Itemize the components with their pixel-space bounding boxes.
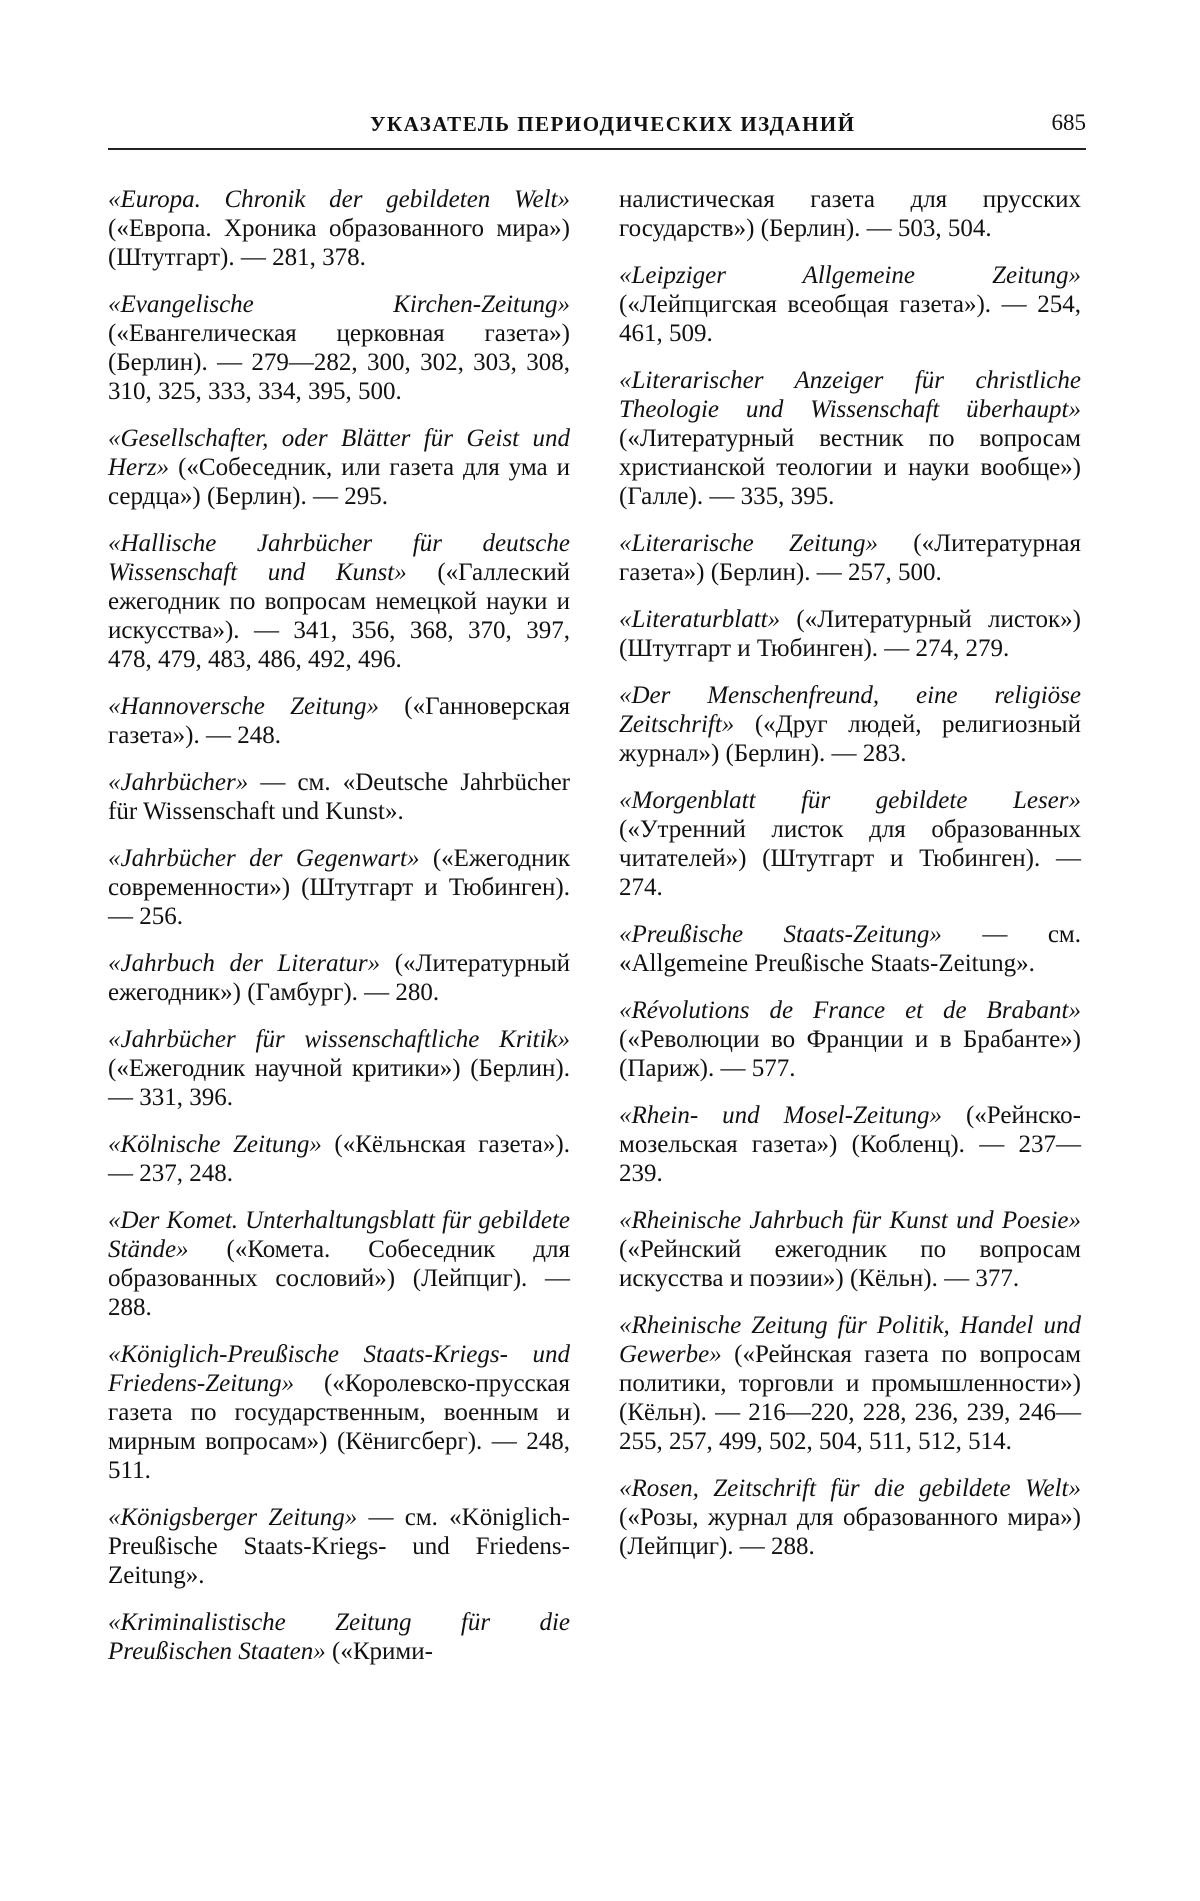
entry-title: «Jahrbücher» <box>108 769 249 796</box>
index-entry <box>108 1503 570 1590</box>
entry-text: налистическая газета для прусских государств») (Берлин). — 503, 504. <box>619 186 1081 242</box>
entry-title: «Rhein- und Mosel-Zeitung» <box>619 1102 942 1129</box>
entry-text: («Литературная газета») (Берлин). — 257, 500. <box>619 530 1081 586</box>
index-entry <box>108 1608 570 1666</box>
entry-text: («Литературный листок») (Штутгарт и Тюбинген). — 274, 279. <box>619 606 1081 662</box>
entry-title: «Kriminalistische Zeitung für die Preußischen Staaten» <box>108 1609 570 1665</box>
entry-title: «Leipziger Allgemeine Zeitung» <box>619 262 1081 289</box>
entry-text: («Галлеский ежегодник по вопросам немецкой науки и искусства»). — 341, 356, 368, 370, 397, 478, 479, 483, 486, 492, 496. <box>108 559 570 673</box>
entry-title: «Révolutions de France et de Brabant» <box>619 997 1081 1024</box>
left-column <box>108 185 570 1684</box>
index-entry <box>108 768 570 826</box>
entry-text: («Лейпцигская всеобщая газета»). — 254, 461, 509. <box>619 291 1081 347</box>
index-entry <box>619 366 1081 511</box>
index-entry <box>108 185 570 272</box>
index-entry <box>619 605 1081 663</box>
index-entry <box>108 529 570 674</box>
entry-title: «Königsberger Zeitung» <box>108 1504 358 1531</box>
entry-text: («Кёльнская газета»). — 237, 248. <box>108 1131 570 1187</box>
right-column <box>619 185 1081 1579</box>
index-entry <box>619 185 1081 243</box>
entry-title: «Rosen, Zeitschrift für die gebildete Welt» <box>619 1475 1081 1502</box>
entry-title: «Morgenblatt für gebildete Leser» <box>619 787 1081 814</box>
entry-text: («Литературный ежегодник») (Гамбург). — 280. <box>108 950 571 1006</box>
entry-text: («Рейнско-мозельская газета») (Кобленц). — 237—239. <box>619 1102 1081 1187</box>
entry-text: («Крими- <box>325 1638 433 1665</box>
index-entry <box>108 1340 570 1485</box>
entry-title: «Jahrbuch der Literatur» <box>108 950 381 977</box>
running-title: УКАЗАТЕЛЬ ПЕРИОДИЧЕСКИХ ИЗДАНИЙ <box>370 112 856 136</box>
entry-title: «Kölnische Zeitung» <box>108 1131 322 1158</box>
index-entry <box>108 844 570 931</box>
entry-text: («Собеседник, или газета для ума и сердца») (Берлин). — 295. <box>108 454 570 510</box>
entry-text: («Революции во Франции и в Брабанте») (Париж). — 577. <box>619 1026 1081 1082</box>
index-entry <box>619 920 1081 978</box>
entry-text: («Друг людей, религиозный журнал») (Берлин). — 283. <box>619 711 1081 767</box>
entry-title: «Gesellschafter, oder Blätter für Geist und Herz» <box>108 425 570 481</box>
entry-title: «Der Komet. Unterhaltungsblatt für gebildete Stände» <box>108 1207 570 1263</box>
index-entry <box>619 1311 1081 1456</box>
entry-title: «Königlich-Preußische Staats-Kriegs- und Friedens-Zeitung» <box>108 1341 570 1397</box>
index-entry <box>619 681 1081 768</box>
index-entry <box>108 692 570 750</box>
entry-text: («Рейнская газета по вопросам политики, торговли и промышленности») (Кёльн). — 216—220, 228, 236, 239, 246—255, 257, 499, 502, 504, 511, 512, 514. <box>619 1341 1081 1455</box>
entry-title: «Der Menschenfreund, eine religiöse Zeitschrift» <box>619 682 1081 738</box>
entry-title: «Hallische Jahrbücher für deutsche Wissenschaft und Kunst» <box>108 530 570 586</box>
index-entry <box>619 261 1081 348</box>
index-entry <box>108 290 570 406</box>
entry-title: «Europa. Chronik der gebildeten Welt» <box>108 186 570 213</box>
entry-text: — см. «Allgemeine Preußische Staats-Zeitung». <box>619 921 1081 977</box>
entry-text: — см. «Deutsche Jahrbücher für Wissenschaft und Kunst». <box>108 769 570 825</box>
entry-text: («Комета. Собеседник для образованных сословий») (Лейпциг). — 288. <box>108 1236 570 1321</box>
index-entry <box>619 1206 1081 1293</box>
index-entry <box>619 996 1081 1083</box>
index-entry <box>619 1101 1081 1188</box>
entry-title: «Literarischer Anzeiger für christliche Theologie und Wissenschaft überhaupt» <box>619 367 1081 423</box>
entry-title: «Hannoversche Zeitung» <box>108 693 380 720</box>
page-header <box>108 112 1086 152</box>
index-entry <box>108 949 570 1007</box>
index-entry <box>108 1130 570 1188</box>
entry-text: — см. «Königlich-Preußische Staats-Kriegs- und Friedens-Zeitung». <box>108 1504 570 1589</box>
entry-title: «Preußische Staats-Zeitung» <box>619 921 942 948</box>
entry-title: «Literarische Zeitung» <box>619 530 878 557</box>
index-entry <box>108 1025 570 1112</box>
index-entry <box>619 1474 1081 1561</box>
entry-title: «Jahrbücher für wissenschaftliche Kritik» <box>108 1026 570 1053</box>
entry-text: («Евангелическая церковная газета») (Берлин). — 279—282, 300, 302, 303, 308, 310, 325, 333, 334, 395, 500. <box>108 320 570 405</box>
index-entry <box>108 1206 570 1322</box>
index-entry <box>619 786 1081 902</box>
entry-title: «Rheinische Zeitung für Politik, Handel und Gewerbe» <box>619 1312 1081 1368</box>
index-entry <box>108 424 570 511</box>
entry-title: «Evangelische Kirchen-Zeitung» <box>108 291 570 318</box>
entry-text: («Утренний листок для образованных читателей») (Штутгарт и Тюбинген). — 274. <box>619 816 1081 901</box>
entry-title: «Rheinische Jahrbuch für Kunst und Poesie» <box>619 1207 1081 1234</box>
entry-text: («Ежегодник научной критики») (Берлин). — 331, 396. <box>108 1055 570 1111</box>
header-rule <box>108 148 1086 150</box>
entry-title: «Jahrbücher der Gegenwart» <box>108 845 420 872</box>
index-entry <box>619 529 1081 587</box>
entry-text: («Ежегодник современности») (Штутгарт и Тюбинген). — 256. <box>108 845 571 930</box>
entry-title: «Literaturblatt» <box>619 606 781 633</box>
entry-text: («Ганноверская газета»). — 248. <box>108 693 570 749</box>
entry-text: («Рейнский ежегодник по вопросам искусства и поэзии») (Кёльн). — 377. <box>619 1236 1081 1292</box>
entry-text: («Королевско-прусская газета по государственным, военным и мирным вопросам») (Кёнигсберг). — 248, 511. <box>108 1370 570 1484</box>
page-number: 685 <box>1051 110 1086 135</box>
entry-text: («Розы, журнал для образованного мира») (Лейпциг). — 288. <box>619 1504 1081 1560</box>
entry-text: («Литературный вестник по вопросам христианской теологии и науки вообще») (Галле). — 335, 395. <box>619 425 1081 510</box>
entry-text: («Европа. Хроника образованного мира») (Штутгарт). — 281, 378. <box>108 215 570 271</box>
